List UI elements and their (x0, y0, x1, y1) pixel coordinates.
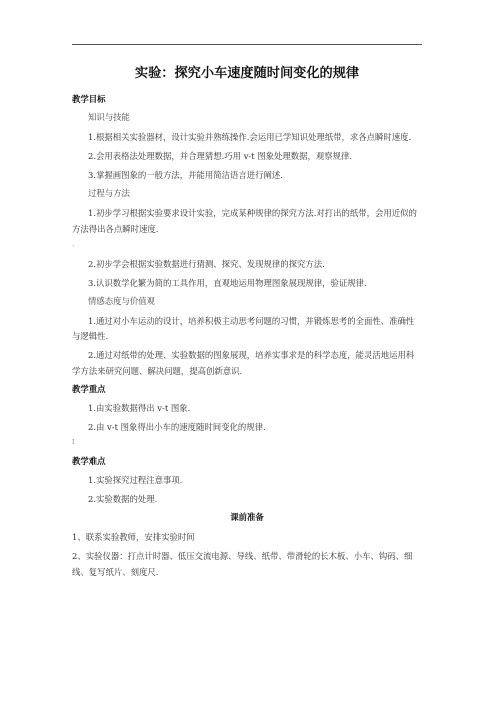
knowledge-item-3: 3.掌握画图象的一般方法，并能用简洁语言进行阐述. (88, 170, 283, 180)
difficulty-item-1: 1.实验探究过程注意事项. (88, 474, 183, 485)
stray-mark-2: I (72, 438, 75, 446)
process-item-1: 1.初步学习根据实验要求设计实验，完成某种规律的探究方法.对打出的纸带，会用近似的方法得出各点瞬时速度. (72, 208, 417, 234)
knowledge-item-1: 1.根据相关实验器材，设计实验并熟练操作.会运用已学知识处理纸带，求各点瞬时速度. (88, 132, 412, 142)
knowledge-label: 知识与技能 (88, 112, 130, 122)
process-item-2: 2.初步学会根据实验数据进行猜测、探究、发现规律的探究方法. (88, 258, 325, 269)
preparation-heading: 课前准备 (230, 512, 264, 522)
key-point-item-2: 2.由 v-t 图象得出小车的速度随时间变化的规律. (88, 421, 266, 432)
page-title: 实验：探究小车速度随时间变化的规律 (134, 66, 360, 81)
difficulty-item-2: 2.实验数据的处理. (88, 493, 158, 504)
key-points-heading: 教学重点 (72, 383, 106, 394)
process-item-3: 3.认识数学化繁为简的工具作用，直观地运用物理图象展现规律，验证规律. (88, 277, 367, 288)
document-body (72, 60, 422, 584)
preparation-item-1: 1、联系实验教师，安排实验时间 (72, 532, 195, 542)
attitude-item-1: 1.通过对小车运动的设计，培养积极主动思考问题的习惯，并锻炼思考的全面性、准确性与逻辑性. (72, 315, 415, 341)
attitude-item-2: 2.通过对纸带的处理、实验数据的图象展现，培养实事求是的科学态度，能灵活地运用科学方法来研究问题、解决问题，提高创新意识. (72, 350, 415, 376)
preparation-item-2: 2、实验仪器：打点计时器、低压交流电源、导线、纸带、带滑轮的长木板、小车、钩码、细线、复写纸片、刻度尺. (72, 551, 413, 577)
objectives-heading: 教学目标 (72, 94, 106, 104)
stray-mark-1: 、 (72, 240, 79, 248)
header-rule (72, 44, 422, 45)
knowledge-item-2: 2.会用表格法处理数据，并合理猜想.巧用 v-t 图象处理数据，观察规律. (88, 151, 353, 161)
process-label: 过程与方法 (88, 188, 130, 198)
difficulties-heading: 教学难点 (72, 455, 106, 466)
attitude-label: 情感态度与价值观 (88, 295, 155, 306)
key-point-item-1: 1.由实验数据得出 v-t 图象. (88, 402, 191, 413)
